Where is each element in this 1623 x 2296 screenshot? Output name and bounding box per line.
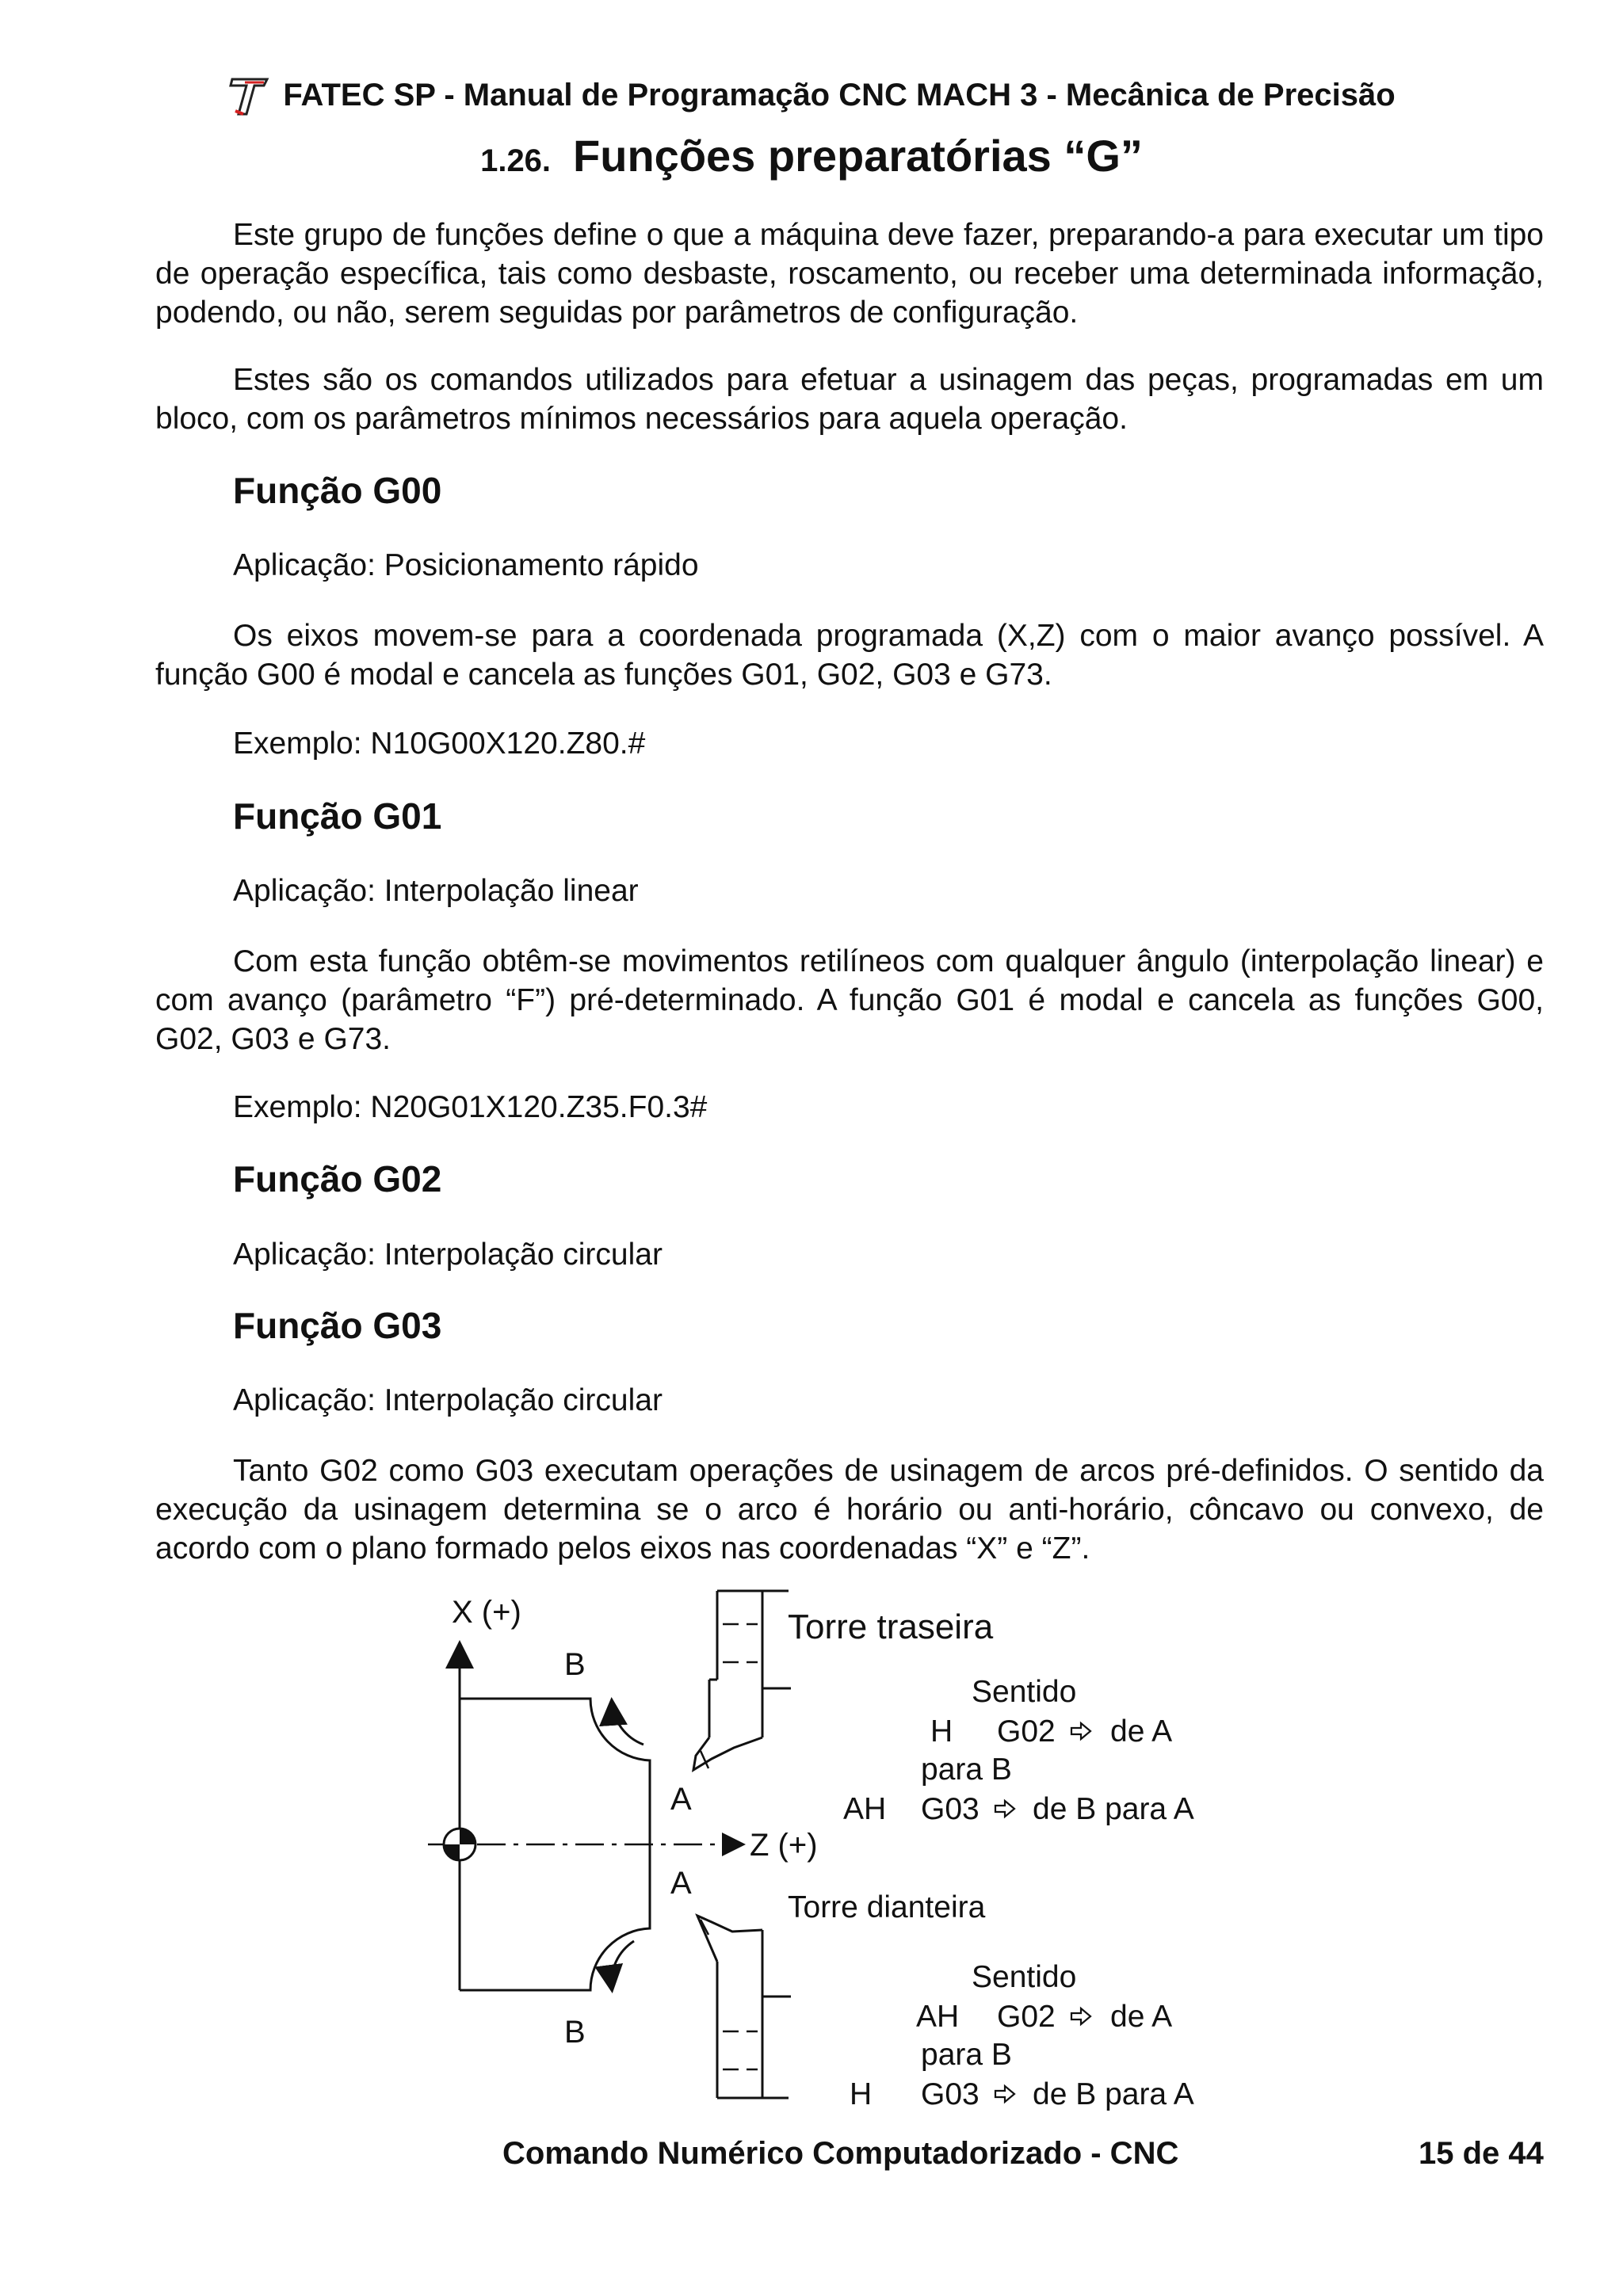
upper-arc-arrow-icon [612, 1702, 643, 1745]
front-row1-text: de A [1110, 2000, 1173, 2034]
right-arrow-icon [1071, 2008, 1090, 2024]
x-axis-label: X (+) [452, 1595, 521, 1630]
rear-row1-continuation: para B [921, 1753, 1012, 1787]
section-name: Funções preparatórias “G” [573, 131, 1143, 181]
front-row1-direction: AH [916, 2000, 960, 2034]
rear-row2-code: G03 [921, 1792, 980, 1826]
point-b-lower: B [564, 2015, 586, 2050]
front-row1-continuation: para B [921, 2038, 1012, 2072]
intro-paragraph-1: Este grupo de funções define o que a máquina deve fazer, preparando-a para executar um tipo de operação específica, tais como desbaste, roscamento, ou receber uma determinada informação, podendo, ou não, serem seguidas por parâmetros de configuração. [155, 218, 1544, 330]
rear-sentido-label: Sentido [972, 1675, 1077, 1709]
center-symbol-icon [444, 1829, 475, 1860]
g03-description: Tanto G02 como G03 executam operações de usinagem de arcos pré-definidos. O sentido da execução da usinagem determina se o arco é horário ou anti-horário, côncavo ou convexo, de acordo com o plano formado pelos eixos nas coordenadas “X” e “Z”. [155, 1454, 1544, 1566]
right-arrow-icon [995, 1801, 1014, 1817]
g00-application: Aplicação: Posicionamento rápido [233, 548, 699, 582]
front-turret-title: Torre dianteira [788, 1890, 986, 1924]
rear-turret-tool-icon [693, 1591, 791, 1770]
point-b-upper: B [564, 1647, 586, 1682]
rear-row2-direction: AH [843, 1792, 887, 1826]
g00-heading: Função G00 [233, 470, 442, 511]
intro-paragraph-2: Estes são os comandos utilizados para efetuar a usinagem das peças, programadas em um bloco, com os parâmetros mínimos necessários para aquela operação. [155, 363, 1544, 436]
g02-application: Aplicação: Interpolação circular [233, 1238, 663, 1272]
fatec-t-logo-icon [227, 73, 272, 117]
front-row1-code: G02 [997, 2000, 1056, 2034]
g03-heading: Função G03 [233, 1305, 442, 1346]
g01-heading: Função G01 [233, 795, 442, 837]
g01-example: Exemplo: N20G01X120.Z35.F0.3# [233, 1090, 708, 1124]
point-a-lower: A [670, 1866, 692, 1901]
g03-application: Aplicação: Interpolação circular [233, 1383, 663, 1417]
rear-turret-title: Torre traseira [788, 1608, 994, 1646]
turning-diagram [396, 1583, 1268, 2122]
g00-example: Exemplo: N10G00X120.Z80.# [233, 727, 646, 761]
page-number: 15 de 44 [1419, 2136, 1544, 2171]
front-row2-code: G03 [921, 2077, 980, 2111]
rear-row1-direction: H [930, 1714, 953, 1749]
g01-application: Aplicação: Interpolação linear [233, 874, 639, 908]
right-arrow-icon [995, 2086, 1014, 2102]
z-axis-label: Z (+) [750, 1828, 818, 1863]
g00-description: Os eixos movem-se para a coordenada programada (X,Z) com o maior avanço possível. A função G00 é modal e cancela as funções G01, G02, G03 e G73. [155, 619, 1544, 692]
front-row2-direction: H [850, 2077, 873, 2111]
rear-row1-code: G02 [997, 1714, 1056, 1749]
g01-description: Com esta função obtêm-se movimentos retilíneos com qualquer ângulo (interpolação linear) e com avanço (parâmetro “F”) pré-determinado. A função G01 é modal e cancela as funções G00, G02, G03 e G73. [155, 944, 1544, 1056]
rear-row1-text: de A [1110, 1714, 1173, 1749]
point-a-upper: A [670, 1782, 692, 1817]
rear-row2-text: de B para A [1033, 1792, 1194, 1826]
header-title: FATEC SP - Manual de Programação CNC MACH 3 - Mecânica de Precisão [283, 77, 1396, 113]
lower-arc-arrow-icon [612, 1941, 634, 1989]
front-turret-tool-icon [697, 1916, 791, 2098]
footer-title: Comando Numérico Computadorizado - CNC [502, 2136, 1179, 2171]
front-row2-text: de B para A [1033, 2077, 1194, 2111]
section-number: 1.26. [480, 143, 552, 178]
front-sentido-label: Sentido [972, 1960, 1077, 1994]
g02-heading: Função G02 [233, 1158, 442, 1199]
section-title [0, 130, 1623, 181]
page-header [0, 73, 1623, 124]
right-arrow-icon [1071, 1723, 1090, 1739]
